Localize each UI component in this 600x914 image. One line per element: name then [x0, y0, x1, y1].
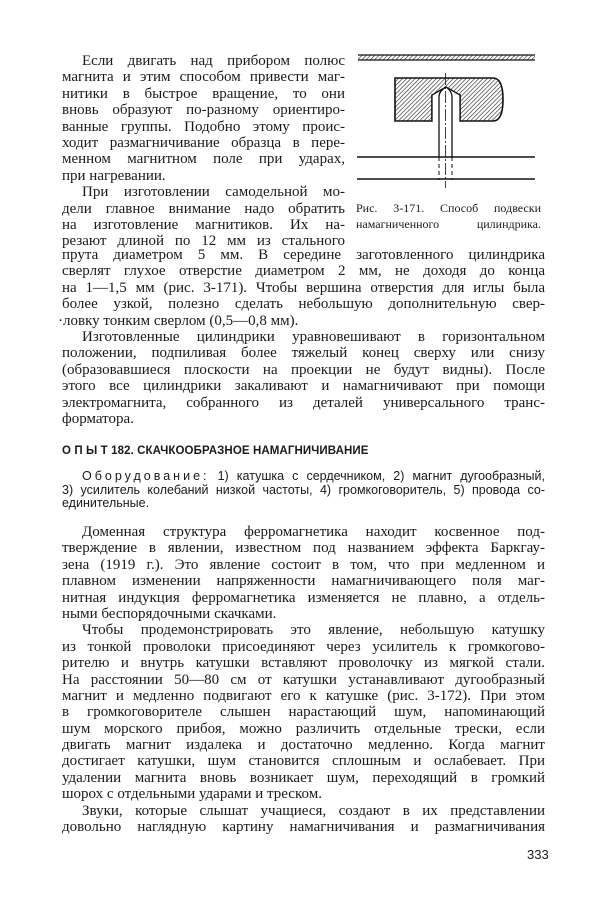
figure-3-171-cylinder-suspension	[355, 45, 545, 195]
equipment-line: 3) усилитель колебаний низкой частоты, 4) громкоговоритель, 5) провода со-	[62, 482, 545, 497]
text-line: резают длиной по 12 мм из стального	[62, 233, 345, 250]
text-line: при нагревании.	[62, 167, 166, 184]
text-line: этого все цилиндрики закаливают и намагничивают при помощи	[62, 378, 545, 395]
text-line: ходит размагничивание образца в пере-	[62, 134, 345, 151]
text-line: Если двигать над прибором полюс	[82, 53, 345, 69]
experiment-prefix: О П Ы Т	[62, 445, 108, 457]
top-left-text-column	[62, 53, 345, 250]
text-line: магнита и этим способом привести маг-	[62, 69, 345, 86]
main-text-block-1	[58, 247, 545, 427]
text-line: прута диаметром 5 мм. В середине заготовленного цилиндрика	[62, 247, 545, 263]
text-line: дели главное внимание надо обратить	[62, 200, 345, 217]
equipment-list	[62, 470, 545, 511]
page-number: 333	[527, 847, 549, 862]
text-line: Изготовленные цилиндрики уравновешивают в горизонтальном	[82, 328, 545, 345]
figure-caption	[356, 201, 541, 234]
text-line: (образовавшиеся плоскости на проекции не будут видны). После	[62, 361, 545, 378]
text-line: форматора.	[62, 410, 134, 427]
top-support-bar	[358, 55, 535, 60]
text-line: в громкоговорителе слышен нарастающий шум, напоминающий	[62, 704, 545, 721]
text-line: двигать магнит издалека и достаточно медленно. Когда магнит	[62, 737, 545, 754]
experiment-title: 182. СКАЧКООБРАЗНОЕ НАМАГНИЧИВАНИЕ	[111, 445, 369, 457]
main-text-block-2	[62, 524, 545, 835]
equipment-line	[62, 470, 545, 484]
text-line: более узкой, полезно сделать небольшую дополнительную свер-	[62, 296, 545, 313]
text-line: Доменная структура ферромагнетика находит косвенное под-	[82, 524, 545, 540]
text-line: магнит и медленно подвигают его к катушке (рис. 3-172). При этом	[62, 687, 545, 704]
equipment-label: Оборудование:	[82, 469, 210, 483]
experiment-heading	[62, 445, 369, 457]
text-line: шорох с отдельными ударами и треском.	[62, 786, 322, 803]
text-line: ванные группы. Подобно этому проис-	[62, 118, 345, 135]
text-line: нитная индукция ферромагнетика изменяется не плавно, а отдель-	[62, 589, 545, 606]
text-line: менном магнитном поле при ударах,	[62, 151, 345, 168]
text-line: вновь образуют по-разному ориентиро-	[62, 102, 345, 119]
text-line: шум морского прибоя, можно различить отдельные трески, если	[62, 720, 545, 737]
text-line: нитики в быстрое вращение, то они	[62, 85, 345, 102]
text-line: тверждение в явлении, известном под названием эффекта Баркгау-	[62, 540, 545, 557]
text-line: Чтобы продемонстрировать это явление, небольшую катушку	[82, 622, 545, 639]
equipment-items: 1) катушка с сердечником, 2) магнит дугообразный,	[217, 469, 545, 483]
text-line: достигает катушки, шум становится сплошным и ослабевает. При	[62, 753, 545, 770]
text-line: рителю и внутрь катушки вставляют проволочку из мягкой стали.	[62, 655, 545, 672]
text-line: ными беспорядочными скачками.	[62, 605, 277, 622]
text-line: довольно наглядную картину намагничивания и размагничивания	[62, 819, 545, 836]
text-line: удалении магнита вновь возникает шум, переходящий в громкий	[62, 769, 545, 786]
text-line: При изготовлении самодельной мо-	[82, 184, 345, 201]
text-line: сверлят глухое отверстие диаметром 2 мм, не доходя до конца	[62, 263, 545, 280]
text-line: зена (1919 г.). Это явление состоит в том, что при медленном и	[62, 556, 545, 573]
text-line: ·ловку тонким сверлом (0,5—0,8 мм).	[58, 312, 299, 329]
text-line: На расстоянии 50—80 см от катушки устанавливают дугообразный	[62, 671, 545, 688]
text-line: на 1—1,5 мм (рис. 3-171). Чтобы вершина отверстия для иглы была	[62, 279, 545, 296]
equipment-line: единительные.	[62, 496, 150, 511]
text-line: из тонкой проволоки присоединяют через усилитель к громкогово-	[62, 638, 545, 655]
caption-line: Рис. 3-171. Способ подвески	[356, 201, 541, 215]
text-line: электромагнита, собранного из деталей универсального транс-	[62, 394, 545, 411]
caption-line: намагниченного цилиндрика.	[356, 217, 541, 232]
text-line: Звуки, которые слышат учащиеся, создают в их представлении	[82, 802, 545, 819]
text-line: плавном изменении напряженности намагничивающего поля маг-	[62, 573, 545, 590]
text-line: положении, подпиливая более тяжелый конец сверху или снизу	[62, 345, 545, 362]
text-line: на изготовление магнитиков. Их на-	[62, 216, 345, 233]
